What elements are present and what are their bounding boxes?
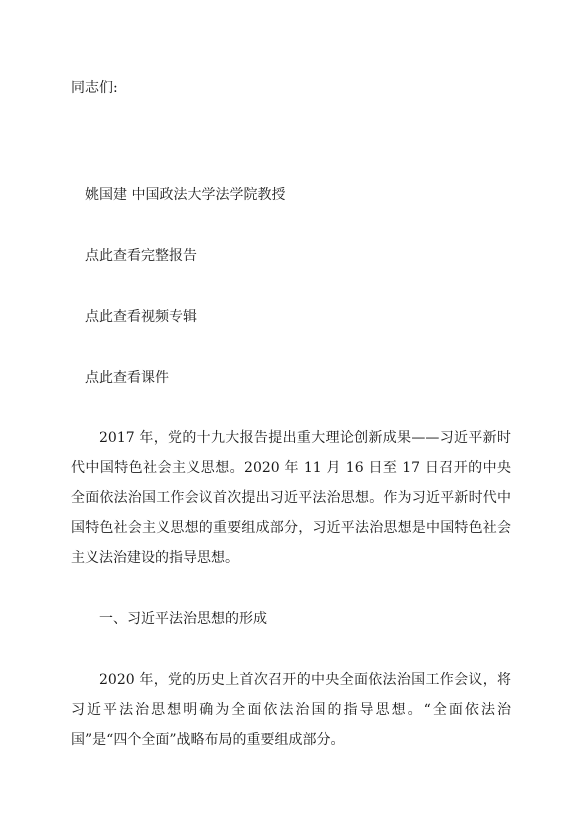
link-full-report[interactable]: 点此查看完整报告 <box>85 248 197 264</box>
link-courseware[interactable]: 点此查看课件 <box>85 370 169 386</box>
body-paragraph: 2017 年，党的十九大报告提出重大理论创新成果——习近平新时代中国特色社会主义思想。2020 年 11 月 16 日至 17 日召开的中央全面依法治国工作会议首次提出习近平法治思想。作为习近平新时代中国特色社会主义思想的重要组成部分，习近平法治思想是中国特色社会主义法治建设的指导思想。 <box>71 430 511 566</box>
link-video-album[interactable]: 点此查看视频专辑 <box>85 309 197 325</box>
body-paragraph: 2020 年，党的历史上首次召开的中央全面依法治国工作会议，将习近平法治思想明确为全面依法治国的指导思想。“全面依法治国”是“四个全面”战略布局的重要组成部分。 <box>71 672 511 748</box>
section-heading: 一、习近平法治思想的形成 <box>99 611 267 627</box>
greeting: 同志们: <box>71 80 118 96</box>
author-line: 姚国建 中国政法大学法学院教授 <box>85 187 286 203</box>
